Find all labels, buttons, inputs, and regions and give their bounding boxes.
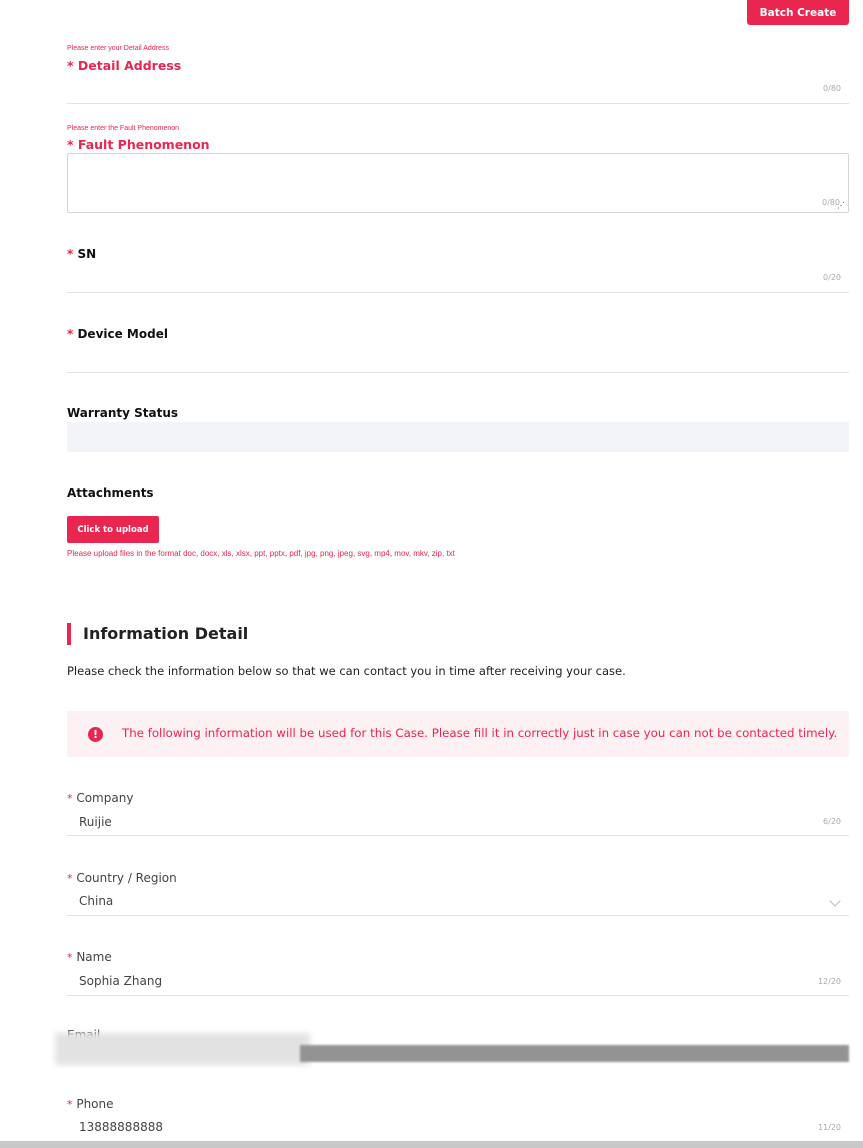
device-model-label-text: Device Model — [77, 327, 168, 341]
sn-input[interactable] — [67, 265, 849, 293]
phone-label-text: Phone — [76, 1097, 114, 1111]
detail-address-error-hint: Please enter your Detail Address — [67, 45, 169, 52]
sn-counter: 0/20 — [823, 273, 841, 282]
warranty-status-field — [67, 422, 849, 452]
warranty-status-label: Warranty Status — [67, 406, 179, 420]
phone-counter: 11/20 — [817, 1123, 841, 1132]
section-accent-bar — [67, 623, 71, 645]
resize-handle-icon[interactable]: ⋰ — [837, 201, 845, 210]
name-counter: 12/20 — [817, 977, 841, 986]
fault-phenomenon-error-hint: Please enter the Fault Phenomenon — [67, 125, 180, 132]
name-value: Sophia Zhang — [79, 974, 163, 988]
information-detail-description: Please check the information below so that we can contact you in time after receiving your case. — [67, 664, 626, 678]
country-region-select[interactable] — [67, 888, 849, 916]
fault-phenomenon-textarea[interactable] — [67, 153, 849, 213]
phone-label — [67, 1097, 114, 1111]
company-label-text: Company — [76, 791, 134, 805]
required-mark: * — [67, 58, 74, 73]
detail-address-counter: 0/80 — [823, 84, 841, 93]
fault-phenomenon-counter: 0/80 — [822, 198, 840, 207]
detail-address-label — [67, 58, 181, 73]
exclamation-circle-icon: ! — [88, 727, 103, 742]
company-counter: 6/20 — [823, 817, 841, 826]
phone-value: 13888888888 — [79, 1120, 163, 1134]
batch-create-button[interactable]: Batch Create — [747, 0, 849, 25]
country-region-label — [67, 871, 177, 885]
required-mark: * — [67, 327, 74, 341]
detail-address-label-text: Detail Address — [77, 58, 182, 73]
bottom-edge — [0, 1141, 863, 1148]
alert-text: The following information will be used for this Case. Please fill it in correctly just in case you can not be contacted timely. — [122, 726, 838, 740]
fault-phenomenon-label — [67, 137, 210, 152]
information-alert — [67, 711, 849, 757]
name-label — [67, 950, 112, 964]
company-input[interactable] — [67, 808, 849, 836]
attachments-label: Attachments — [67, 486, 154, 500]
device-model-input[interactable] — [67, 345, 849, 373]
name-input[interactable] — [67, 968, 849, 996]
phone-input[interactable] — [67, 1114, 849, 1142]
fault-phenomenon-label-text: Fault Phenomenon — [77, 137, 210, 152]
sn-label-text: SN — [77, 247, 97, 261]
required-mark: * — [67, 247, 74, 261]
sn-label — [67, 247, 96, 261]
company-value: Ruijie — [79, 815, 112, 829]
required-mark: * — [67, 792, 73, 805]
detail-address-input[interactable] — [67, 78, 849, 104]
country-region-value: China — [79, 894, 114, 908]
required-mark: * — [67, 872, 73, 885]
name-label-text: Name — [76, 950, 112, 964]
information-detail-title: Information Detail — [83, 624, 249, 643]
required-mark: * — [67, 1098, 73, 1111]
email-input-redacted[interactable] — [300, 1045, 849, 1062]
upload-format-hint: Please upload files in the format doc, docx, xls, xlsx, ppt, pptx, pdf, jpg, png, jpeg, svg, mp4, mov, mkv, zip, txt — [67, 549, 455, 558]
company-label — [67, 791, 133, 805]
device-model-label — [67, 327, 168, 341]
required-mark: * — [67, 137, 74, 152]
country-region-label-text: Country / Region — [76, 871, 177, 885]
required-mark: * — [67, 951, 73, 964]
click-to-upload-button[interactable]: Click to upload — [67, 516, 159, 543]
redaction-blur — [55, 1033, 310, 1065]
